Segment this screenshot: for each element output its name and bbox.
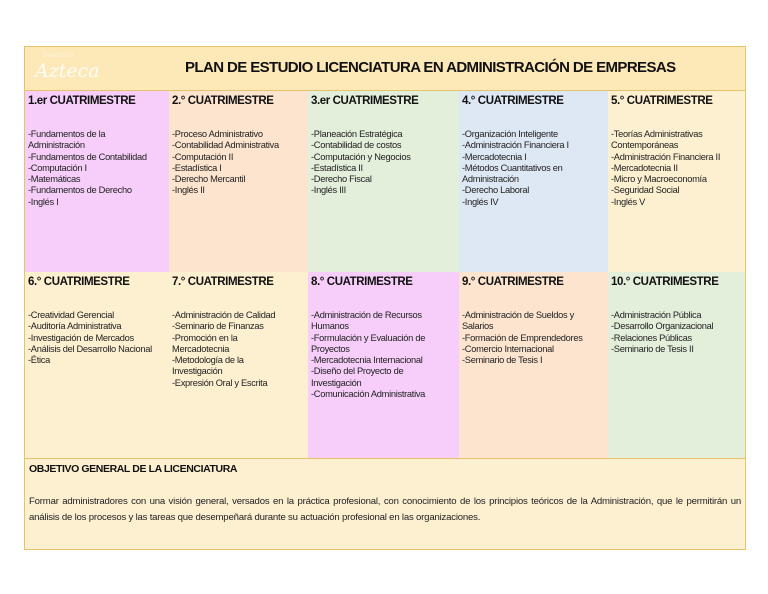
- subject-item: -Inglés IV: [462, 196, 499, 207]
- subject-item: -Promoción en la: [172, 332, 238, 343]
- plan-header: [25, 47, 745, 91]
- subject-item: -Administración de Recursos: [311, 310, 422, 320]
- subject-item: -Computación II: [172, 151, 234, 162]
- subject-list: [172, 129, 304, 197]
- subject-item: -Creatividad Gerencial: [28, 310, 114, 320]
- term-title: 7.° CUATRIMESTRE: [172, 276, 274, 288]
- subject-item: -Inglés II: [172, 185, 205, 196]
- subject-item: -Comunicación Administrativa: [311, 389, 426, 400]
- terms-row-2: [25, 272, 745, 458]
- term-cell-1: [25, 91, 169, 272]
- subject-item: -Organización Inteligente: [462, 129, 558, 139]
- term-title: 6.° CUATRIMESTRE: [28, 276, 130, 288]
- subject-item: -Seminario de Finanzas: [172, 321, 264, 332]
- objective-section: [25, 458, 745, 549]
- subject-item: -Derecho Mercantil: [172, 174, 246, 185]
- subject-item: -Fundamentos de la: [28, 129, 106, 139]
- subject-item: -Relaciones Públicas: [611, 332, 692, 343]
- terms-row-1: [25, 91, 745, 272]
- subject-item: -Administración Pública: [611, 310, 702, 320]
- subject-item: -Derecho Laboral: [462, 185, 530, 196]
- subject-item: -Administración Financiera II: [611, 151, 721, 162]
- term-title: 4.° CUATRIMESTRE: [462, 95, 564, 107]
- objective-heading: OBJETIVO GENERAL DE LA LICENCIATURA: [29, 463, 238, 475]
- subject-item: -Metodología de la: [172, 355, 244, 366]
- subject-item: -Micro y Macroeconomía: [611, 174, 707, 185]
- logo-script-text: Azteca: [35, 60, 100, 82]
- subject-item: -Estadística I: [172, 162, 222, 173]
- subject-item: Investigación: [311, 377, 362, 388]
- term-cell-3: [308, 91, 459, 272]
- page-title: PLAN DE ESTUDIO LICENCIATURA EN ADMINISTRACIÓN DE EMPRESAS: [185, 59, 676, 76]
- term-title: 10.° CUATRIMESTRE: [611, 276, 719, 288]
- subject-item: -Derecho Fiscal: [311, 174, 372, 185]
- subject-item: -Métodos Cuantitativos en: [462, 162, 563, 173]
- subject-item: -Mercadotecnia II: [611, 162, 678, 173]
- subject-list: [28, 129, 165, 208]
- subject-list: [462, 310, 604, 366]
- logo-small-text: Instituto: [43, 52, 74, 59]
- subject-item: -Inglés I: [28, 196, 59, 207]
- term-title: 9.° CUATRIMESTRE: [462, 276, 564, 288]
- term-cell-2: [169, 91, 308, 272]
- subject-item: -Fundamentos de Derecho: [28, 185, 132, 196]
- term-cell-6: [25, 272, 169, 458]
- subject-item: -Planeación Estratégica: [311, 129, 403, 139]
- subject-list: [311, 310, 455, 400]
- subject-item: -Contabilidad Administrativa: [172, 140, 279, 151]
- term-title: 3.er CUATRIMESTRE: [311, 95, 419, 107]
- objective-text: Formar administradores con una visión general, versados en la práctica profesional, con conocimiento de los principios teóricos de la Administración, que le permitirán un análisis de los procesos y las tareas que desempeñará durante su actuación profesional en las organizaciones.: [29, 496, 741, 523]
- term-title: 2.° CUATRIMESTRE: [172, 95, 274, 107]
- subject-item: -Computación I: [28, 162, 87, 173]
- subject-item: -Análisis del Desarrollo Nacional: [28, 343, 152, 354]
- subject-item: -Proceso Administrativo: [172, 129, 263, 139]
- subject-item: Administración: [462, 174, 519, 185]
- subject-item: -Mercadotecnia I: [462, 151, 527, 162]
- subject-item: -Administración de Calidad: [172, 310, 276, 320]
- term-title: 8.° CUATRIMESTRE: [311, 276, 413, 288]
- subject-item: -Inglés III: [311, 185, 346, 196]
- subject-item: -Matemáticas: [28, 174, 81, 185]
- term-cell-4: [459, 91, 608, 272]
- subject-item: -Administración de Sueldos y: [462, 310, 575, 320]
- subject-item: Administración: [28, 140, 85, 151]
- subject-list: [611, 310, 741, 355]
- subject-item: -Estadística II: [311, 162, 363, 173]
- subject-item: Humanos: [311, 321, 349, 332]
- subject-item: -Seguridad Social: [611, 185, 680, 196]
- term-cell-9: [459, 272, 608, 458]
- subject-item: -Expresión Oral y Escrita: [172, 377, 268, 388]
- term-title: 1.er CUATRIMESTRE: [28, 95, 136, 107]
- subject-item: -Contabilidad de costos: [311, 140, 402, 151]
- subject-item: Salarios: [462, 321, 494, 332]
- subject-item: -Formulación y Evaluación de: [311, 332, 426, 343]
- subject-list: [172, 310, 304, 389]
- subject-item: -Ética: [28, 355, 50, 366]
- subject-item: -Mercadotecnia Internacional: [311, 355, 423, 366]
- subject-item: -Administración Financiera I: [462, 140, 569, 151]
- subject-item: -Auditoría Administrativa: [28, 321, 122, 332]
- subject-item: Investigación: [172, 366, 223, 377]
- subject-list: [611, 129, 741, 208]
- subject-list: [311, 129, 455, 197]
- subject-item: -Comercio Internacional: [462, 343, 554, 354]
- institution-logo: [31, 51, 100, 87]
- subject-item: -Desarrollo Organizacional: [611, 321, 714, 332]
- subject-item: -Seminario de Tesis II: [611, 343, 694, 354]
- subject-item: Mercadotecnia: [172, 343, 230, 354]
- subject-item: -Inglés V: [611, 196, 645, 207]
- subject-item: -Diseño del Proyecto de: [311, 366, 404, 377]
- term-title: 5.° CUATRIMESTRE: [611, 95, 713, 107]
- term-cell-8: [308, 272, 459, 458]
- subject-item: Proyectos: [311, 343, 350, 354]
- subject-list: [462, 129, 604, 208]
- subject-item: -Fundamentos de Contabilidad: [28, 151, 147, 162]
- term-cell-7: [169, 272, 308, 458]
- subject-item: Contemporáneas: [611, 140, 679, 151]
- term-cell-5: [608, 91, 745, 272]
- study-plan-sheet: [24, 46, 746, 550]
- subject-item: -Teorías Administrativas: [611, 129, 703, 139]
- subject-list: [28, 310, 165, 366]
- term-cell-10: [608, 272, 745, 458]
- subject-item: -Investigación de Mercados: [28, 332, 134, 343]
- subject-item: -Computación y Negocios: [311, 151, 411, 162]
- subject-item: -Formación de Emprendedores: [462, 332, 583, 343]
- subject-item: -Seminario de Tesis I: [462, 355, 543, 366]
